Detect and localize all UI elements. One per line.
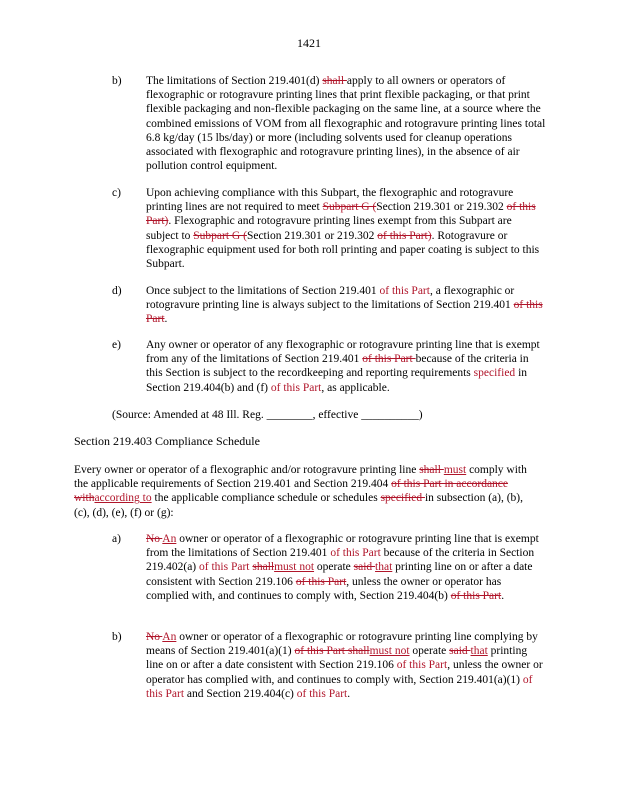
item-label-c: c) [112,187,121,199]
item-label-e: e) [112,339,121,351]
subsection-b: No An owner or operator of a flexographic or rotogravure printing line complying by means of Section 219.401(a)(1) of this Part shallmust not operate said that printing line on or after a date consistent with Section 219.106 of this Part, unless the owner or operator has complied with, and continues to comply with, Section 219.401(a)(1) of this Part and Section 219.404(c) of this Part. [146,631,543,700]
paragraph-e: Any owner or operator of any flexographic or rotogravure printing line that is exempt from any of the limitations of Section 219.401 of this Part because of the criteria in this Section is subject to the recordkeeping and reporting requirements specified in Section 219.404(b) and (f) of this Part, as applicable. [146,339,540,394]
paragraph-b: The limitations of Section 219.401(d) shall apply to all owners or operators of flexographic or rotogravure printing lines that print flexible packaging, or that print flexible packaging and non-flexible packaging on the same line, at a source where the combined emissions of VOM from all flexographic and rotogravure printing lines total 6.8 kg/day (15 lbs/day) or more (including solvents used for cleanup operations associated with flexographic and rotogravure printing lines), in the absence of air pollution control equipment. [146,75,546,173]
source-note: (Source: Amended at 48 Ill. Reg. ________, effective __________) [112,409,423,421]
item-label-b: b) [112,75,122,87]
paragraph-c: Upon achieving compliance with this Subpart, the flexographic and rotogravure printing lines are not required to meet Subpart G (Section 219.301 or 219.302 of this Part). Flexographic and rotogravure printing lines exempt from this Subpart are subject to Subpart G (Section 219.301 or 219.302 of this Part). Rotogravure or flexographic equipment used for both roll printing and paper coating is subject to this Subpart. [146,187,540,271]
subsection-label-a: a) [112,533,121,545]
page-number: 1421 [297,36,321,50]
section-intro: Every owner or operator of a flexographic and/or rotogravure printing line shall must comply with the applicable requirements of Section 219.401 and Section 219.404 of this Part in accordance withaccording to the applicable compliance schedule or schedules specified in subsection (a), (b), (c), (d), (e), (f) or (g): [74,464,527,519]
subsection-label-b: b) [112,631,122,643]
paragraph-d: Once subject to the limitations of Section 219.401 of this Part, a flexographic or rotogravure printing line is always subject to the limitations of Section 219.401 of this Part. [146,285,543,326]
item-label-d: d) [112,285,122,297]
subsection-a: No An owner or operator of a flexographic or rotogravure printing line that is exempt from the limitations of Section 219.401 of this Part because of the criteria in Section 219.402(a) of this Part shallmust not operate said that printing line on or after a date consistent with Section 219.106 of this Part, unless the owner or operator has complied with, and continues to comply with, Section 219.404(b) of this Part. [146,533,539,602]
section-heading: Section 219.403 Compliance Schedule [74,434,260,448]
